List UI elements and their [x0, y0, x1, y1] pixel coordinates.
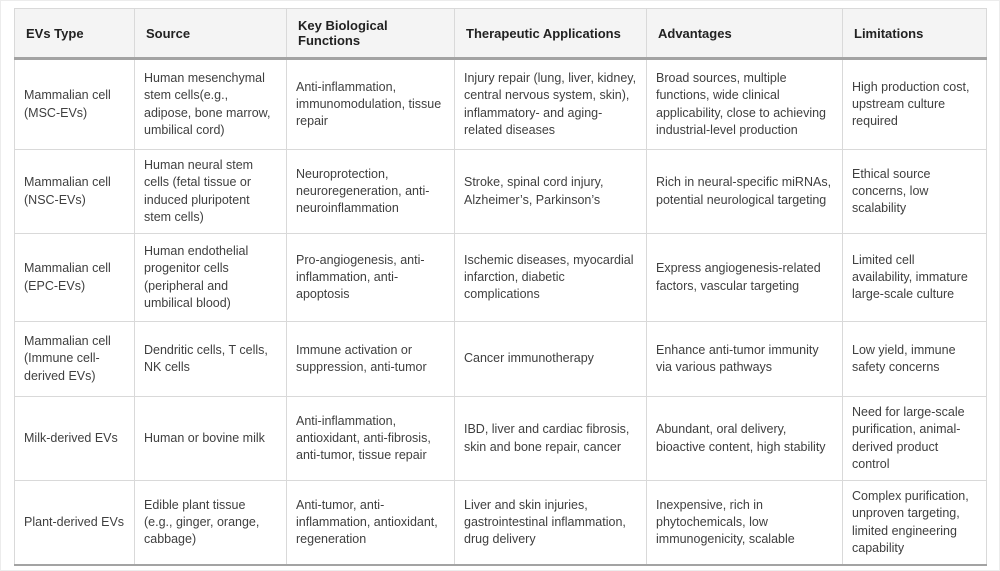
cell-limitations: Limited cell availability, immature large-scale culture	[843, 234, 987, 322]
cell-evs-type: Mammalian cell (EPC-EVs)	[15, 234, 135, 322]
cell-evs-type: Plant-derived EVs	[15, 481, 135, 566]
cell-evs-type: Mammalian cell (MSC-EVs)	[15, 59, 135, 150]
cell-functions: Anti-inflammation, antioxidant, anti-fibrosis, anti-tumor, tissue repair	[287, 397, 455, 481]
table-row	[15, 59, 987, 150]
cell-functions: Pro-angiogenesis, anti-inflammation, anti-apoptosis	[287, 234, 455, 322]
cell-advantages: Express angiogenesis-related factors, vascular targeting	[647, 234, 843, 322]
table-row	[15, 234, 987, 322]
cell-functions: Anti-inflammation, immunomodulation, tissue repair	[287, 59, 455, 150]
cell-source: Human or bovine milk	[135, 397, 287, 481]
header-row	[15, 9, 987, 59]
cell-source: Human endothelial progenitor cells (peripheral and umbilical blood)	[135, 234, 287, 322]
table-row	[15, 322, 987, 397]
cell-source: Dendritic cells, T cells, NK cells	[135, 322, 287, 397]
column-header-advantages: Advantages	[647, 9, 843, 59]
cell-advantages: Abundant, oral delivery, bioactive content, high stability	[647, 397, 843, 481]
table-row	[15, 150, 987, 234]
column-header-limitations: Limitations	[843, 9, 987, 59]
cell-limitations: High production cost, upstream culture required	[843, 59, 987, 150]
column-header-key-biological-functions: Key Biological Functions	[287, 9, 455, 59]
cell-limitations: Complex purification, unproven targeting, limited engineering capability	[843, 481, 987, 566]
cell-evs-type: Mammalian cell (Immune cell-derived EVs)	[15, 322, 135, 397]
cell-advantages: Broad sources, multiple functions, wide clinical applicability, close to achieving industrial-level production	[647, 59, 843, 150]
cell-advantages: Enhance anti-tumor immunity via various pathways	[647, 322, 843, 397]
column-header-source: Source	[135, 9, 287, 59]
cell-applications: IBD, liver and cardiac fibrosis, skin and bone repair, cancer	[455, 397, 647, 481]
cell-applications: Liver and skin injuries, gastrointestinal inflammation, drug delivery	[455, 481, 647, 566]
cell-limitations: Need for large-scale purification, animal-derived product control	[843, 397, 987, 481]
cell-source: Edible plant tissue (e.g., ginger, orange, cabbage)	[135, 481, 287, 566]
cell-source: Human neural stem cells (fetal tissue or induced pluripotent stem cells)	[135, 150, 287, 234]
cell-source: Human mesenchymal stem cells(e.g., adipose, bone marrow, umbilical cord)	[135, 59, 287, 150]
table-row	[15, 397, 987, 481]
cell-applications: Injury repair (lung, liver, kidney, central nervous system, skin), inflammatory- and aging-related diseases	[455, 59, 647, 150]
cell-evs-type: Mammalian cell (NSC-EVs)	[15, 150, 135, 234]
cell-functions: Immune activation or suppression, anti-tumor	[287, 322, 455, 397]
cell-advantages: Inexpensive, rich in phytochemicals, low immunogenicity, scalable	[647, 481, 843, 566]
cell-applications: Stroke, spinal cord injury, Alzheimer’s, Parkinson’s	[455, 150, 647, 234]
table-container	[14, 8, 987, 566]
column-header-evs-type: EVs Type	[15, 9, 135, 59]
cell-limitations: Ethical source concerns, low scalability	[843, 150, 987, 234]
column-header-therapeutic-applications: Therapeutic Applications	[455, 9, 647, 59]
cell-functions: Neuroprotection, neuroregeneration, anti-neuroinflammation	[287, 150, 455, 234]
cell-applications: Cancer immunotherapy	[455, 322, 647, 397]
cell-applications: Ischemic diseases, myocardial infarction, diabetic complications	[455, 234, 647, 322]
cell-evs-type: Milk-derived EVs	[15, 397, 135, 481]
table-row	[15, 481, 987, 566]
cell-advantages: Rich in neural-specific miRNAs, potential neurological targeting	[647, 150, 843, 234]
cell-limitations: Low yield, immune safety concerns	[843, 322, 987, 397]
evs-comparison-table	[14, 8, 987, 566]
cell-functions: Anti-tumor, anti-inflammation, antioxidant, regeneration	[287, 481, 455, 566]
